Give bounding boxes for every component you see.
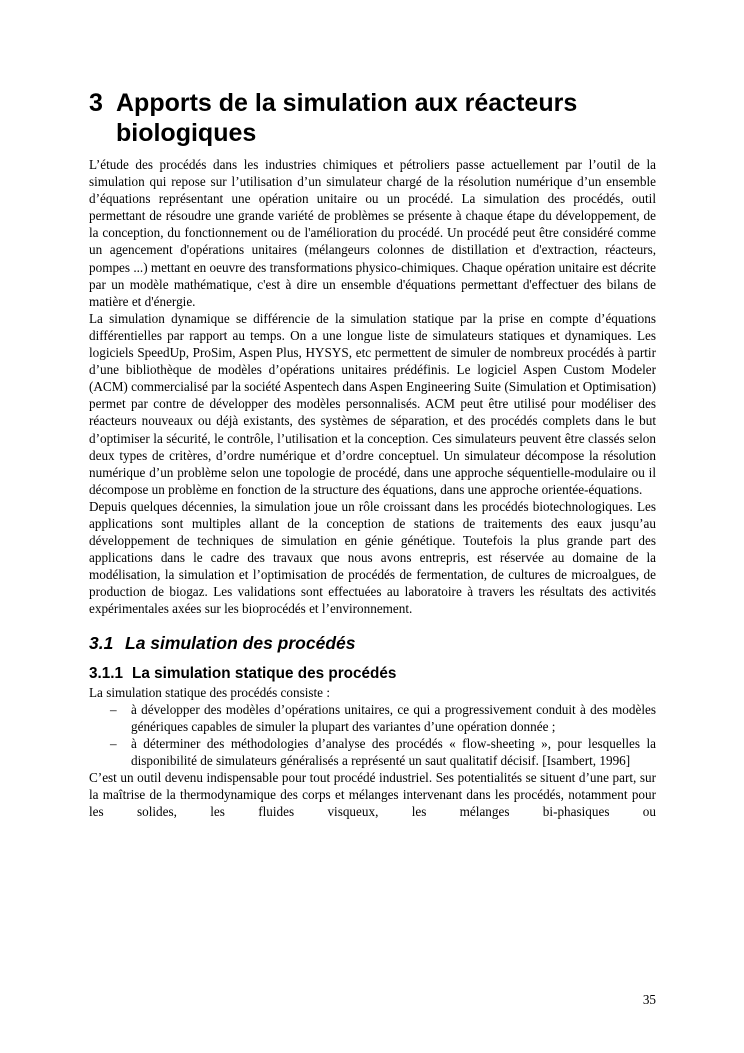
subsection-title: La simulation statique des procédés (132, 664, 397, 682)
dash-list (89, 701, 656, 769)
paragraph-2: La simulation dynamique se différencie de la simulation statique par la prise en compte d’équations différentielles par rapport au temps. On a une longue liste de simulateurs statiques et dynamiques. Les logiciels SpeedUp, ProSim, Aspen Plus, HYSYS, etc permettent de simuler de nombreux procédés à partir d’une bibliothèque de modèles d’opérations unitaires prédéfinis. Le logiciel Aspen Custom Modeler (ACM) commercialisé par la société Aspentech dans Aspen Engineering Suite (Simulation et Optimisation) permet par contre de développer des modèles personnalisés. ACM peut être utilisé pour modéliser des réacteurs nouveaux ou déjà existants, des systèmes de séparation, et des procédés complets dans le but d’optimiser la sécurité, le contrôle, l’utilisation et la conception. Ces simulateurs peuvent être classés selon deux types de critères, d’ordre numérique et d’ordre conceptuel. Un simulateur décompose la résolution numérique d’un problème selon une topologie de procédé, dans une approche séquentielle-modulaire ou il décompose un problème en fonction de la structure des équations, dans une approche orientée-équations. (89, 310, 656, 497)
page-number: 35 (642, 992, 656, 1007)
dash-bullet: – (110, 735, 117, 751)
paragraph-1: L’étude des procédés dans les industries chimiques et pétroliers passe actuellement par l’outil de la simulation qui repose sur l’utilisation d’un simulateur chargé de la résolution numérique d’un ensemble d’équations représentant une opération unitaire ou un procédé. La simulation des procédés, outil permettant de résoudre une grande variété de problèmes se présente à chaque étape du développement, de la conception, du fonctionnement ou de l'amélioration du procédé. Un procédé peut être considéré comme un agencement d'opérations unitaires (mélangeurs colonnes de distillation et d'extraction, réacteurs, pompes ...) mettant en oeuvre des transformations physico-chimiques. Chaque opération unitaire est décrite par un modèle mathématique, c'est à dire un ensemble d'équations permettant d'effectuer des bilans de matière et d'énergie. (89, 157, 656, 309)
section-title: La simulation des procédés (125, 632, 356, 653)
intro-line: La simulation statique des procédés consiste : (89, 684, 330, 700)
list-item-text: à déterminer des méthodologies d’analyse des procédés « flow-sheeting », pour lesquelles la disponibilité de simulateurs généralisés a représenté un saut qualitatif décisif. [Isambert, 1996] (131, 735, 656, 768)
dash-bullet: – (110, 701, 117, 717)
closing-paragraph: C’est un outil devenu indispensable pour tout procédé industriel. Ses potentialités se situent d’une part, sur la maîtrise de la thermodynamique des corps et mélanges intervenant dans les procédés, notamment pour les solides, les fluides visqueux, les mélanges bi-phasiques ou (89, 770, 656, 820)
section-number: 3.1 (89, 632, 114, 653)
chapter-title: Apports de la simulation aux réacteurs biologiques (116, 89, 578, 147)
chapter-heading (89, 88, 656, 148)
page-content (89, 88, 656, 820)
list-item-text: à développer des modèles d’opérations unitaires, ce qui a progressivement conduit à des modèles génériques capables de simuler la plupart des variantes d’une opération donnée ; (131, 701, 656, 734)
chapter-number: 3 (89, 89, 103, 117)
section-heading (89, 632, 656, 654)
subsection-number: 3.1.1 (89, 664, 124, 682)
subsection-heading (89, 664, 656, 683)
paragraph-3: Depuis quelques décennies, la simulation joue un rôle croissant dans les procédés biotechnologiques. Les applications sont multiples allant de la conception de stations de traitements des eaux jusqu’au développement de techniques de simulation en génie génétique. Toutefois la plus grande part des applications dans le cadre des travaux que nous avons entrepris, est réservée au domaine de la modélisation, la simulation et l’optimisation de procédés de fermentation, de cultures de microalgues, de production de biogaz. Les validations sont effectuées au laboratoire à travers les résultats des activités expérimentales axées sur les bioprocédés et l’environnement. (89, 498, 656, 617)
list-item (89, 735, 656, 769)
list-item (89, 701, 656, 735)
